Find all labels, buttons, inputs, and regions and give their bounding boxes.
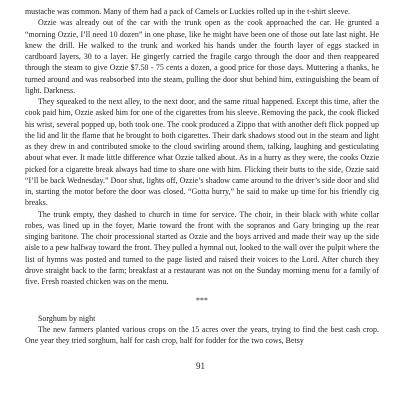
paragraph-church: The trunk empty, they dashed to church in time for service. The choir, in their black with white collar robes, was lined up in the foyer, Marie toward the front with the sopranos and Gary bringing up the rear singing baritone. The choir processional started as Ozzie and the boys arrived and made their way up the side aisle to a pew halfway toward the front. They pulled a hymnal out, looked to the wall over the pulpit where the list of hymns was posted and turned to the page listed and raised their voices to the Lord. After church they drove straight back to the farm; breakfast at a restaurant was not on the Sunday morning menu for a family of five. Fresh roasted chicken was on the menu. [25,209,379,286]
paragraph-cigarette-break: They squeaked to the next alley, to the next door, and the same ritual happened. Except this time, after the cook paid him, Ozzie asked him for one of the cigarettes from his sleeve. Removing the pack, the cook flicked his wrist, several popped up, both took one. The cook produced a Zippo that with another deft flick popped up the lid and lit the flame that he brought to both cigarettes. Their dark shadows stood out in the steam and light as they drew in and contributed smoke to the cloud swirling around them, talking, laughing and gesticulating about what ever. It made little difference what Ozzie talked about. As in a hurry as they were, the cooks Ozzie picked for a cigarette break always had time to share one with him. Flicking their butts to the side, Ozzie said “I’ll be back Wednesday.” Door shut, lights off, Ozzie’s shadow came around to the driver’s side door and slid in, starting the motor before the door was closed. “Gotta hurry,” he said to make up time for his friendly cig breaks. [25,97,379,208]
paragraph-ozzie-eggs: Ozzie was already out of the car with the trunk open as the cook approached the car. He grunted a “morning Ozzie, I’ll need 10 dozen” in one phase, like he might have been one of those out late last night. He knew the drill. He walked to the trunk and worked his hands under the fourth layer of eggs stacked in cardboard layers, 30 to a layer. He gingerly carried the fragile cargo through the door and then reappeared through the steam to give Ozzie $7.50 - 75 cents a dozen, a good price for those days. Muttering a thanks, he turned around and was reabsorbed into the steam, pulling the door shut behind him, extinguishing the beam of light. Darkness. [25,18,379,95]
page-number: 91 [196,361,205,371]
paragraph-continuation: mustache was common. Many of them had a pack of Camels or Luckies rolled up in the t-shirt sleeve. [25,7,351,16]
paragraph-sorghum: The new farmers planted various crops on the 15 acres over the years, trying to find the best cash crop. One year they tried sorghum, half for cash crop, half for fodder for the two cows, Betsy [25,324,379,345]
section-heading: Sorghum by night [38,313,96,323]
section-separator: *** [196,296,208,306]
